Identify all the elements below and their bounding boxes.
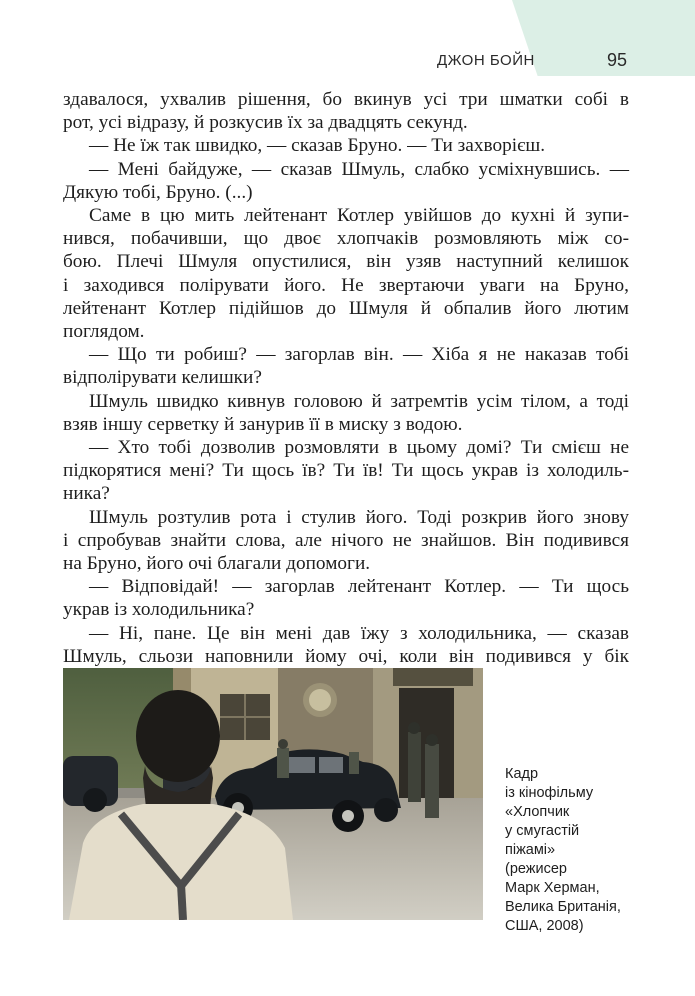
caption-line: «Хлопчик	[505, 804, 570, 820]
text-line: лейтенант Котлер підійшов до Шмуля й обпалив його лютим	[63, 297, 629, 319]
text-line: бою. Плечі Шмуля опустилися, він узяв наступний келишок	[63, 251, 629, 273]
text-line: відполірувати келишки?	[63, 367, 262, 389]
text-line: Шмуль, сльози наповнили йому очі, коли він подивився у бік	[63, 645, 629, 667]
caption-line: Марк Херман,	[505, 880, 600, 896]
film-still-illustration	[63, 668, 483, 920]
film-still-image	[63, 668, 483, 920]
text-line: Шмуль швидко кивнув головою й затремтів усім тілом, а тоді	[89, 390, 629, 412]
text-line: Дякую тобі, Бруно. (...)	[63, 181, 253, 203]
text-line: — Не їж так швидко, — сказав Бруно. — Ти захворієш.	[89, 135, 546, 157]
text-line: — Відповідай! — загорлав лейтенант Котлер. — Ти щось	[89, 576, 629, 598]
text-line: Саме в цю мить лейтенант Котлер увійшов до кухні й зупи-	[89, 205, 629, 227]
story-text	[63, 88, 629, 691]
text-line: поглядом.	[63, 321, 145, 343]
text-line: нився, побачивши, що двоє хлопчаків розмовляють між со-	[63, 228, 629, 250]
caption-line: Велика Британія,	[505, 899, 621, 915]
caption-line: Кадр	[505, 766, 539, 782]
caption-line: піжамі»	[505, 842, 556, 858]
text-line: — Хто тобі дозволив розмовляти в цьому домі? Ти смієш не	[89, 437, 629, 459]
text-line: ника?	[63, 483, 110, 505]
text-line: і заходився полірувати його. Не звертаючи уваги на Бруно,	[63, 274, 629, 296]
text-line: рот, усі відразу, й розкусив їх за двадцять секунд.	[63, 112, 468, 134]
caption-line: із кінофільму	[505, 785, 594, 801]
caption-line: (режисер	[505, 861, 567, 877]
text-line: підкорятися мені? Ти щось їв? Ти їв! Ти щось украв із холодиль-	[63, 460, 629, 482]
page-number: 95	[607, 50, 628, 70]
text-line: — Що ти робиш? — загорлав він. — Хіба я не наказав тобі	[89, 344, 629, 366]
text-line: здавалося, ухвалив рішення, бо вкинув усі три шматки собі в	[63, 89, 629, 110]
header-band	[512, 0, 695, 76]
caption-line: у смугастій	[505, 823, 580, 839]
image-caption	[505, 765, 635, 936]
caption-line: США, 2008)	[505, 918, 584, 934]
text-line: — Ні, пане. Це він мені дав їжу з холодильника, — сказав	[89, 622, 629, 644]
running-header-author: ДЖОН БОЙН	[437, 52, 535, 69]
text-line: і спробував знайти слова, але нічого не знайшов. Він подивився	[63, 529, 629, 551]
text-line: на Бруно, його очі благали допомоги.	[63, 553, 371, 575]
text-line: украв із холодильника?	[63, 599, 255, 621]
text-line: взяв іншу серветку й занурив її в миску з водою.	[63, 413, 463, 435]
text-line: Шмуль розтулив рота і стулив його. Тоді розкрив його знову	[89, 506, 629, 528]
text-line: — Мені байдуже, — сказав Шмуль, слабко усміхнувшись. —	[89, 158, 629, 180]
